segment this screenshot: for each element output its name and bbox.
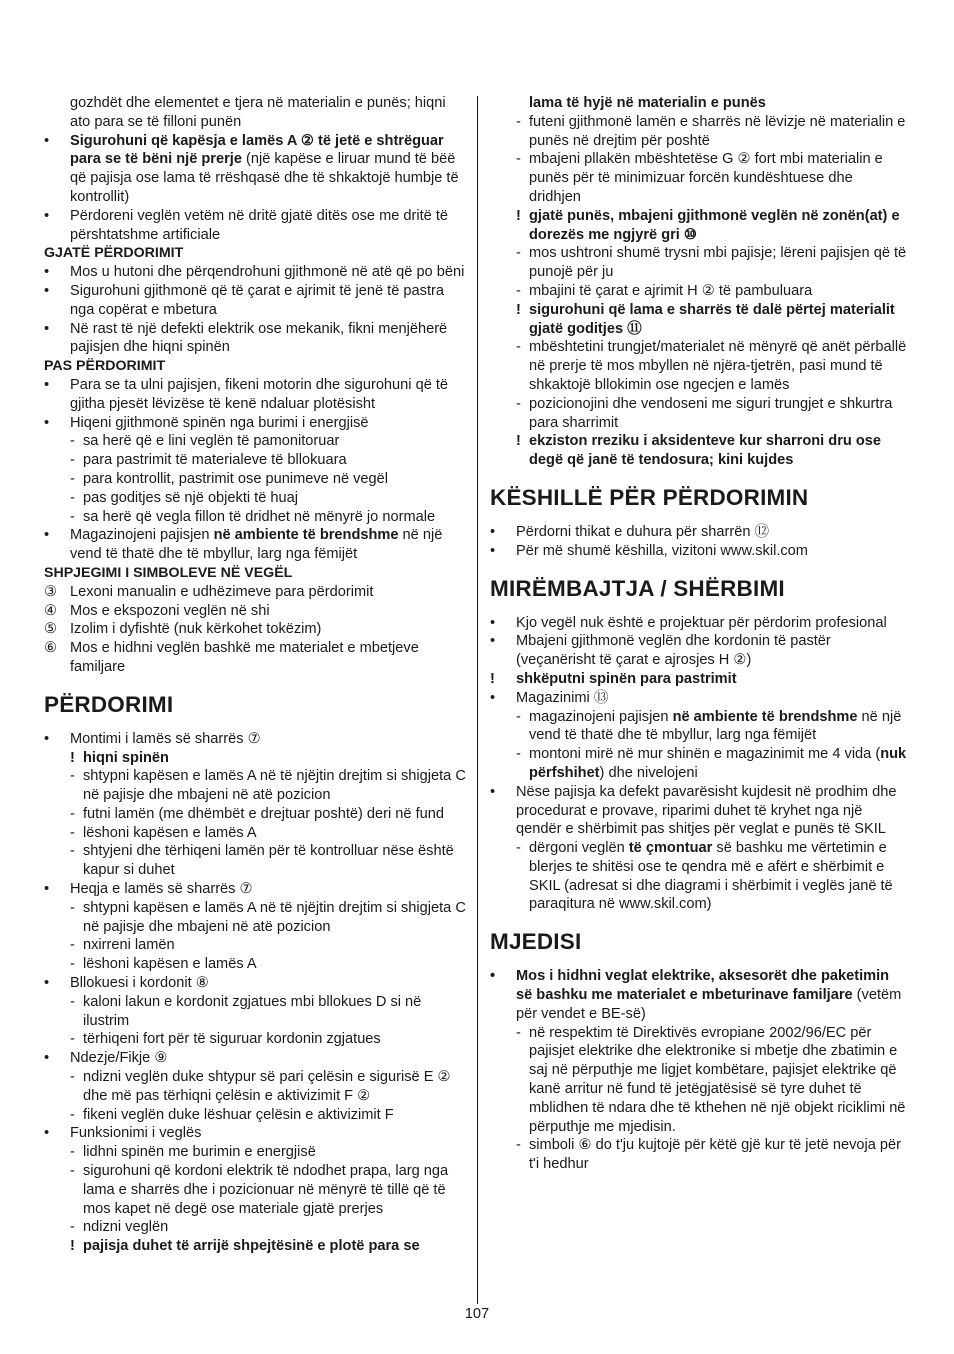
dash-marker: - [516, 708, 521, 725]
item-text: Në rast të një defekti elektrik ose mekanik, fikni menjëherë pajisjen dhe hiqni spinën [70, 320, 448, 356]
warning-item [490, 670, 908, 689]
dash-marker: - [70, 470, 75, 487]
list-item [44, 207, 466, 245]
bullet-marker: • [44, 376, 50, 393]
bullet-marker: • [44, 282, 50, 299]
item-text: ndizni veglën duke shtypur së pari çelësin e sigurisë E ② dhe më pas tërhiqni çelësin e aktivizimit F ② [83, 1069, 451, 1104]
dash-marker: - [70, 1031, 75, 1048]
bullet-marker: • [490, 689, 496, 706]
item-text: gjatë punës, mbajeni gjithmonë veglën në zonën(at) e dorezës me ngjyrë gri ⑩ [529, 207, 900, 243]
item-text: Heqja e lamës së sharrës ⑦ [70, 881, 253, 898]
dash-marker: - [516, 840, 521, 857]
item-text: (një kapëse e liruar mund të bëë që pajisja ose lama të rrëshqasë dhe të shkaktojë humbje të kontrollit) [70, 151, 459, 205]
symbol-marker: ③ [44, 583, 58, 600]
list-item [44, 805, 466, 824]
list-item [44, 432, 466, 451]
dash-marker: - [70, 899, 75, 916]
bullet-marker: • [490, 783, 496, 800]
dash-marker: - [70, 993, 75, 1010]
item-text: magazinojeni pajisjen [529, 708, 673, 725]
item-text: Izolim i dyfishtë (nuk kërkohet tokëzim) [70, 621, 322, 638]
item-text: Mos e ekspozoni veglën në shi [70, 602, 270, 619]
dash-marker: - [70, 824, 75, 841]
list-item [44, 899, 466, 937]
bullet-marker: • [44, 414, 50, 431]
warning-marker: ! [516, 433, 521, 450]
list-item [490, 1136, 908, 1174]
list-item [44, 639, 466, 677]
item-text: Magazinimi ⑬ [516, 689, 609, 706]
list-item [490, 614, 908, 633]
item-text: lama të hyjë në materialin e punës [529, 95, 766, 111]
list-item [44, 730, 466, 749]
list-item [490, 244, 908, 282]
bullet-marker: • [490, 614, 496, 631]
list-item [490, 689, 908, 708]
list-item [44, 1143, 466, 1162]
item-text: shkëputni spinën para pastrimit [516, 670, 737, 687]
dash-marker: - [70, 1163, 75, 1180]
column-divider [477, 96, 478, 1304]
warning-marker: ! [516, 301, 521, 318]
dash-marker: - [516, 746, 521, 763]
item-text: pajisja duhet të arrijë shpejtësinë e plotë para se [83, 1238, 420, 1255]
symbol-marker: ④ [44, 602, 58, 619]
list-item [44, 974, 466, 993]
list-item [44, 1030, 466, 1049]
section-heading: KËSHILLË PËR PËRDORIMIN [490, 484, 809, 510]
dash-marker: - [70, 1144, 75, 1161]
item-text: Sigurohuni gjithmonë që të çarat e ajrimit të jenë të pastra nga copërat e mbetura [70, 282, 444, 318]
item-text: Magazinojeni pajisjen [70, 527, 214, 544]
dash-marker: - [516, 151, 521, 168]
dash-marker: - [516, 1137, 521, 1154]
item-text: gozhdët dhe elementet e tjera në materialin e punës; hiqni ato para se të filloni punën [70, 95, 446, 130]
bullet-marker: • [490, 968, 496, 985]
item-text: Lexoni manualin e udhëzimeve para përdorimit [70, 583, 374, 600]
item-text: Funksionimi i veglës [70, 1125, 202, 1142]
list-item [490, 632, 908, 670]
item-text: lëshoni kapësen e lamës A [83, 824, 257, 841]
list-item [490, 967, 908, 1023]
list-item [490, 113, 908, 151]
list-item [44, 508, 466, 527]
list-item [44, 602, 466, 621]
list-item [44, 451, 466, 470]
dash-marker: - [70, 1106, 75, 1123]
right-column [490, 94, 908, 1174]
list-item [490, 282, 908, 301]
list-item [44, 282, 466, 320]
dash-marker: - [70, 956, 75, 973]
symbol-marker: ⑤ [44, 621, 58, 638]
item-text: (vetëm për vendet e BE-së) [516, 987, 902, 1022]
item-text: sigurohuni që kordoni elektrik të ndodhet prapa, larg nga lama e sharrës dhe i pozicionuar në mënyrë të tillë që të mos kapet në degë ose materiale gjatë prerjes [83, 1163, 449, 1217]
bullet-marker: • [490, 633, 496, 650]
bullet-marker: • [44, 207, 50, 224]
list-item [44, 880, 466, 899]
bullet-marker: • [44, 527, 50, 544]
list-item [44, 620, 466, 639]
list-item [44, 526, 466, 564]
warning-item [490, 207, 908, 245]
dash-marker: - [516, 339, 521, 356]
dash-marker: - [70, 1219, 75, 1236]
item-text: sa herë që vegla fillon të dridhet në mënyrë jo normale [83, 508, 436, 525]
list-item [44, 767, 466, 805]
dash-marker: - [70, 1069, 75, 1086]
item-text: Montimi i lamës së sharrës ⑦ [70, 730, 261, 747]
list-item [490, 708, 908, 746]
item-text: para pastrimit të materialeve të bllokuara [83, 452, 347, 469]
list-item [490, 839, 908, 914]
list-item [490, 523, 908, 542]
list-item [44, 1106, 466, 1125]
list-item [44, 470, 466, 489]
dash-marker: - [516, 1024, 521, 1041]
list-item [44, 1218, 466, 1237]
item-text: lëshoni kapësen e lamës A [83, 956, 257, 973]
list-item [490, 542, 908, 561]
item-text: shtyjeni dhe tërhiqeni lamën për të kontrolluar nëse është kapur si duhet [83, 843, 454, 879]
item-text: në ambiente të brendshme [672, 708, 858, 725]
list-item [44, 993, 466, 1031]
list-item [490, 395, 908, 433]
item-text: hiqni spinën [83, 749, 169, 766]
dash-marker: - [70, 937, 75, 954]
dash-marker: - [70, 452, 75, 469]
item-text: shtypni kapësen e lamës A në të njëjtin drejtim si shigjeta C në pajisje dhe mbajeni në atë pozicion [83, 899, 466, 935]
item-text: pas goditjes së një objekti të huaj [83, 489, 298, 506]
dash-marker: - [70, 843, 75, 860]
item-text: Kjo vegël nuk është e projektuar për përdorim profesional [516, 614, 887, 631]
list-item [44, 1049, 466, 1068]
item-text: Para se ta ulni pajisjen, fikeni motorin dhe sigurohuni që të gjitha pjesët lëvizëse të kenë ndaluar plotësisht [70, 376, 449, 412]
list-item [490, 1024, 908, 1137]
list-item [44, 376, 466, 414]
list-item [490, 150, 908, 206]
section-heading: MJEDISI [490, 929, 582, 955]
item-text: lidhni spinën me burimin e energjisë [83, 1144, 316, 1161]
bullet-marker: • [44, 730, 50, 747]
item-text: ndizni veglën [83, 1219, 169, 1236]
section-heading: PËRDORIMI [44, 691, 174, 717]
list-item [44, 320, 466, 358]
item-text: simboli ⑥ do t'ju kujtojë për këtë gjë kur të jetë nevoja për t'i hedhur [529, 1137, 901, 1173]
item-text: në një vend të thatë dhe të mbyllur, larg nga fëmijët [70, 527, 443, 563]
warning-item [490, 301, 908, 339]
warning-item [44, 749, 466, 768]
warning-marker: ! [516, 207, 521, 224]
item-text: dërgoni veglën [529, 840, 629, 857]
bullet-marker: • [490, 542, 496, 559]
dash-marker: - [70, 433, 75, 450]
list-item [490, 745, 908, 783]
list-item [44, 1124, 466, 1143]
dash-marker: - [516, 282, 521, 299]
bullet-marker: • [44, 1050, 50, 1067]
warning-marker: ! [490, 670, 495, 687]
item-text: montoni mirë në mur shinën e magazinimit me 4 vida ( [529, 746, 881, 763]
item-text: nxirreni lamën [83, 937, 175, 954]
bullet-marker: • [44, 975, 50, 992]
item-text: para kontrollit, pastrimit ose punimeve në vegël [83, 470, 389, 487]
symbol-marker: ⑥ [44, 640, 58, 657]
list-item [44, 489, 466, 508]
bullet-marker: • [44, 320, 50, 337]
item-text: futeni gjithmonë lamën e sharrës në lëvizje në materialin e punës në drejtim për poshtë [529, 113, 906, 149]
dash-marker: - [70, 489, 75, 506]
dash-marker: - [70, 768, 75, 785]
bullet-marker: • [44, 881, 50, 898]
list-item [44, 1068, 466, 1106]
subheading: GJATË PËRDORIMIT [44, 245, 184, 262]
dash-marker: - [516, 113, 521, 130]
warning-marker: ! [70, 1238, 75, 1255]
bullet-marker: • [490, 523, 496, 540]
item-text: sigurohuni që lama e sharrës të dalë përtej materialit gjatë goditjes ⑪ [529, 301, 895, 337]
item-text: Mbajeni gjithmonë veglën dhe kordonin të pastër (veçanërisht të çarat e ajrosjes H ②) [516, 633, 831, 669]
subheading: SHPJEGIMI I SIMBOLEVE NË VEGËL [44, 564, 293, 581]
item-text: Bllokuesi i kordonit ⑧ [70, 975, 209, 992]
list-item [44, 132, 466, 207]
item-text: nuk përfshihet [529, 746, 907, 781]
list-item [44, 414, 466, 433]
item-text: në respektim të Direktivës evropiane 2002/96/EC për pajisjet elektrike dhe elektronike si mbetje dhe zbatimin e saj në përputhje me ligjet kombëtare, pajisjet elektrike që kanë arritur në fund të jetëgjatësisë së tyre duhet të mblidhen të ndara dhe të kthehen në një objekt riciklimi në përputhje me mjedisin. [529, 1024, 906, 1135]
dash-marker: - [516, 395, 521, 412]
list-item [44, 824, 466, 843]
bullet-marker: • [44, 264, 50, 281]
item-text: në ambiente të brendshme [213, 527, 399, 544]
list-item [44, 1162, 466, 1218]
subheading: PAS PËRDORIMIT [44, 358, 166, 375]
list-item [490, 783, 908, 839]
item-text: fikeni veglën duke lëshuar çelësin e aktivizimit F [83, 1106, 394, 1123]
item-text: pozicionojini dhe vendoseni me siguri trungjet e shkurtra para sharrimit [529, 395, 893, 431]
item-text: Sigurohuni që kapësja e lamës A ② të jetë e shtrëguar para se të bëni një prerje [70, 132, 444, 168]
item-text: Ndezje/Fikje ⑨ [70, 1050, 168, 1067]
item-text: mbështetini trungjet/materialet në mënyrë që anët përballë në prerje të mos mbyllen në njëra-tjetrën, pasi mund të shkaktojë bllokimin ose ngecjen e lamës [529, 339, 907, 393]
list-item [44, 842, 466, 880]
item-text: mos ushtroni shumë trysni mbi pajisje; lëreni pajisjen që të punojë për ju [529, 245, 907, 281]
item-text: mbajini të çarat e ajrimit H ② të pambuluara [529, 282, 813, 299]
item-text: Përdoreni veglën vetëm në dritë gjatë ditës ose me dritë të përshtatshme artificiale [70, 207, 449, 243]
list-item [490, 338, 908, 394]
bullet-marker: • [44, 132, 50, 149]
item-text: shtypni kapësen e lamës A në të njëjtin drejtim si shigjeta C në pajisje dhe mbajeni në atë pozicion [83, 768, 466, 804]
dash-marker: - [70, 805, 75, 822]
warning-item [490, 432, 908, 470]
list-item [44, 936, 466, 955]
page-number: 107 [464, 1306, 490, 1322]
item-text: së bashku me vërtetimin e blerjes te shitësi ose te qendra më e afërt e shërbimit e SKIL (adresat si dhe diagrami i shërbimit i veglës janë të paraqitura në www.skil.com) [529, 840, 893, 913]
item-text: Përdorni thikat e duhura për sharrën ⑫ [516, 523, 770, 540]
item-text: Mos u hutoni dhe përqendrohuni gjithmonë në atë që po bëni [70, 264, 465, 281]
item-text: të çmontuar [628, 840, 713, 857]
item-text: sa herë që e lini veglën të pamonitoruar [83, 433, 340, 450]
item-text: Për më shumë këshilla, vizitoni www.skil.com [516, 542, 808, 559]
left-column [44, 94, 466, 1256]
item-text: mbajeni pllakën mbështetëse G ② fort mbi materialin e punës për të minimizuar forcën kundështuese dhe dridhjen [529, 151, 883, 205]
warning-item [44, 1237, 466, 1256]
item-text: kaloni lakun e kordonit zgjatues mbi bllokues D si në ilustrim [83, 993, 422, 1029]
list-item [44, 94, 466, 132]
list-item [44, 583, 466, 602]
item-text: Hiqeni gjithmonë spinën nga burimi i energjisë [70, 414, 369, 431]
item-text: ekziston rreziku i aksidenteve kur sharroni dru ose degë që janë të tendosura; kini kujdes [529, 433, 881, 469]
warning-marker: ! [70, 749, 75, 766]
item-text: Mos e hidhni veglën bashkë me materialet e mbetjeve familjare [70, 640, 419, 675]
item-text: futni lamën (me dhëmbët e drejtuar poshtë) deri në fund [83, 805, 444, 822]
list-item [44, 263, 466, 282]
item-text: në një vend të thatë dhe të mbyllur, larg nga fëmijët [529, 708, 902, 744]
bullet-marker: • [44, 1125, 50, 1142]
item-text: ) dhe nivelojeni [599, 764, 698, 781]
list-item [490, 94, 908, 113]
list-item [44, 955, 466, 974]
item-text: Mos i hidhni veglat elektrike, aksesorët dhe paketimin së bashku me materialet e mbeturinave familjare [516, 968, 890, 1004]
dash-marker: - [70, 508, 75, 525]
item-text: tërhiqeni fort për të siguruar kordonin zgjatues [83, 1031, 381, 1048]
section-heading: MIRËMBAJTJA / SHËRBIMI [490, 575, 785, 601]
dash-marker: - [516, 245, 521, 262]
item-text: Nëse pajisja ka defekt pavarësisht kujdesit në prodhim dhe procedurat e provave, riparimi duhet të kryhet nga një qendër e shërbimit pas shitjes për veglat e punës të SKIL [516, 783, 897, 838]
